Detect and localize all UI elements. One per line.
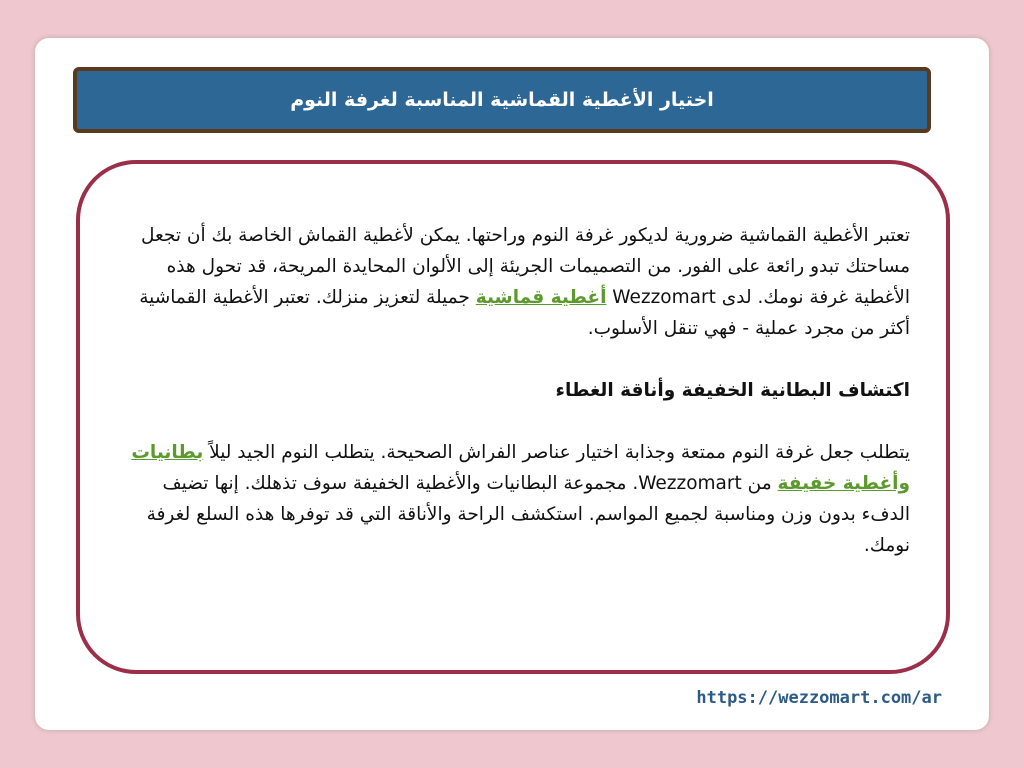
section2-brand: Wezzomart <box>638 473 742 494</box>
title-banner <box>73 67 931 133</box>
spacer <box>110 406 910 437</box>
section2-text-after: . مجموعة البطانيات والأغطية الخفيفة سوف تذهلك. إنها تضيف الدفء بدون وزن ومناسبة لجميع المواسم. استكشف الراحة والأناقة التي قد توفرها هذه السلع لغرفة نومك. <box>146 473 910 556</box>
section2-paragraph <box>110 437 910 561</box>
section2-text-mid: من <box>747 473 772 494</box>
page-title: اختيار الأغطية القماشية المناسبة لغرفة النوم <box>290 89 714 111</box>
intro-text-after: جميلة لتعزيز منزلك. تعتبر الأغطية القماشية أكثر من مجرد عملية - فهي تنقل الأسلوب. <box>139 287 910 339</box>
content-body <box>110 220 910 561</box>
footer-url-link[interactable]: https://wezzomart.com/ar <box>696 688 942 708</box>
intro-text-before: تعتبر الأغطية القماشية ضرورية لديكور غرفة النوم وراحتها. يمكن لأغطية القماش الخاصة بك أن تجعل مساحتك تبدو رائعة على الفور. من التصميمات الجريئة إلى الألوان المحايدة المريحة، قد تحول هذه الأغطية غرفة نومك. لدى <box>141 225 910 308</box>
spacer <box>110 344 910 375</box>
intro-paragraph <box>110 220 910 344</box>
section-heading: اكتشاف البطانية الخفيفة وأناقة الغطاء <box>555 380 910 401</box>
section2-text-before: يتطلب جعل غرفة النوم ممتعة وجذابة اختيار عناصر الفراش الصحيحة. يتطلب النوم الجيد ليلاً <box>209 442 910 463</box>
blankets-link[interactable]: بطانيات وأغطية خفيفة <box>131 442 910 494</box>
intro-brand: Wezzomart <box>612 287 716 308</box>
fabric-covers-link[interactable]: أغطية قماشية <box>475 287 607 308</box>
